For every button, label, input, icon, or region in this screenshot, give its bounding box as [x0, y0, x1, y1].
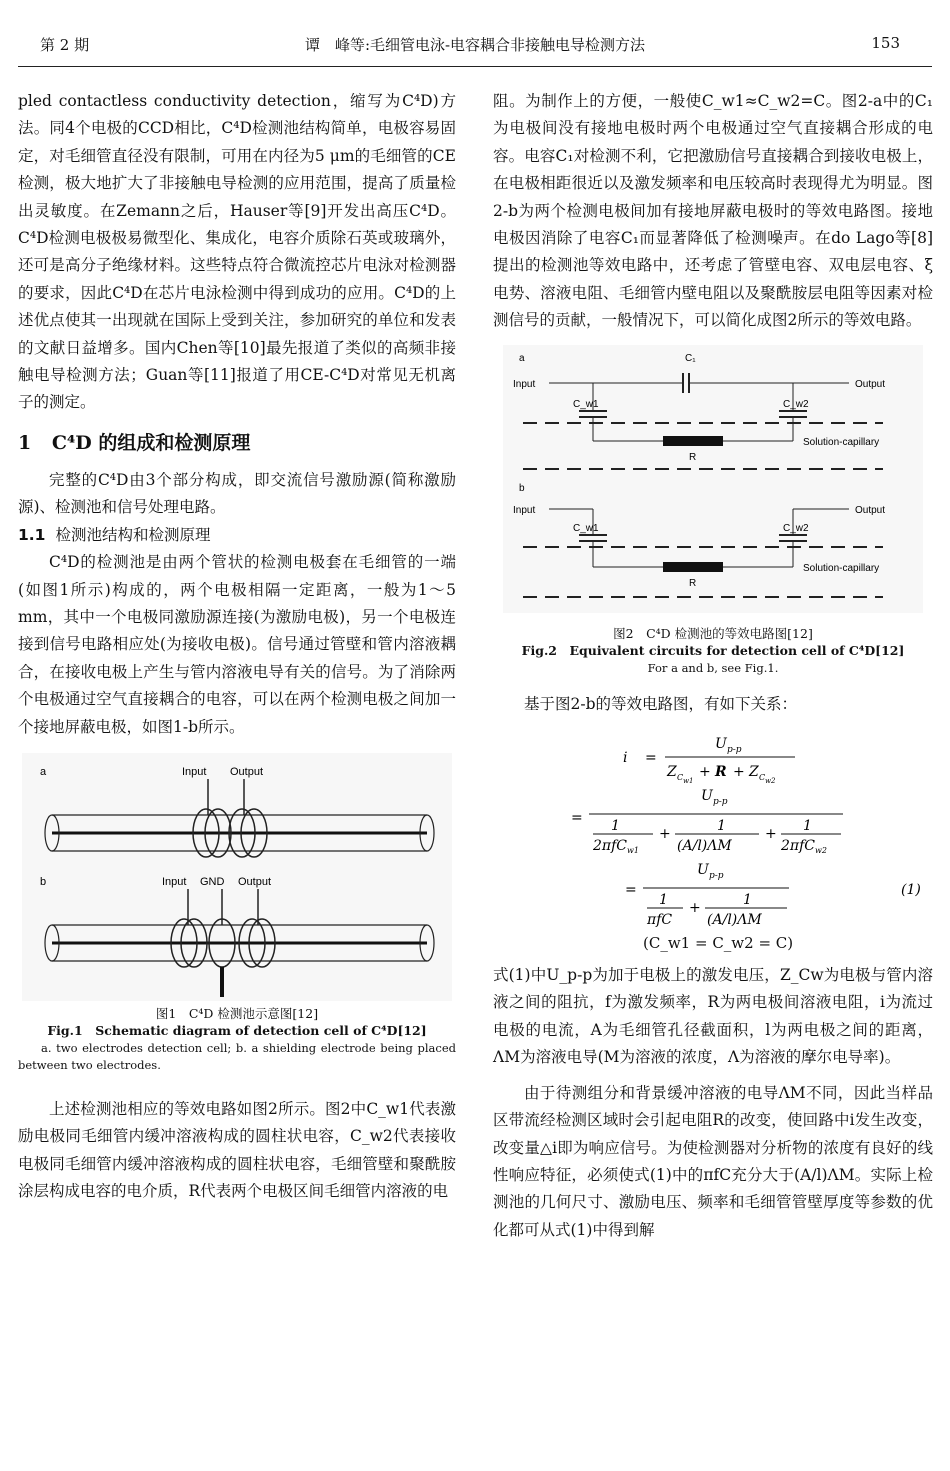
fig1-output-label-b: Output — [238, 875, 272, 888]
svg-text:+: + — [733, 764, 745, 781]
svg-text:R: R — [715, 764, 727, 781]
svg-text:2πfCw1: 2πfC$_{w1}$ — [593, 838, 639, 856]
svg-text:Z: Z — [667, 764, 677, 781]
figure-1-note: a. two electrodes detection cell; b. a shielding electrode being placed between two electrodes. — [18, 1040, 456, 1072]
figure-2-caption-en: Fig.2 Equivalent circuits for detection cell of C⁴D[12] — [521, 642, 905, 658]
paragraph: 由于待测组分和背景缓冲溶液的电导ΛM不同，因此当样品区带流经检测区域时会引起电阻R的改变，使回路中i发生改变，改变量△i即为响应信号。为使检测器对分析物的浓度有良好的线性响应特征，必须使式(1)中的πfC充分大于(A/l)ΛM。实际上检测池的几何尺寸、激励电压、频率和毛细管管壁厚度等参数的优化都可从式(1)中得到解 — [493, 1083, 933, 1239]
svg-text:(A/l)ΛM: (A/l)ΛM — [707, 912, 762, 929]
subsection-heading: 1.1 检测池结构和检测原理 — [18, 525, 211, 544]
fig2-cw2-a: C_w2 — [783, 398, 809, 410]
fig2-cw2-b: C_w2 — [783, 522, 809, 534]
fig2-c1-label: C₁ — [685, 352, 696, 364]
svg-text:2πfCw2: 2πfC$_{w2}$ — [781, 838, 827, 856]
paragraph: 阻。为制作上的方便，一般使C_w1≈C_w2=C。图2-a中的C₁为电极间没有接地电极时两个电极通过空气直接耦合形成的电容。电容C₁对检测不利，它把激励信号直接耦合到接收电极上，在电极相距很近以及激发频率和电压较高时表现得尤为明显。图2-b为两个检测电极间加有接地屏蔽电极时的等效电路图。接地电极因消除了电容C₁而显著降低了检测噪声。在do Lago等[8]提出的检测池等效电路中，还考虑了管壁电容、双电层电容、ξ电势、溶液电阻、毛细管内壁电阻以及聚酰胺层电阻等因素对检测信号的贡献，一般情况下，可以简化成图2所示的等效电路。 — [493, 92, 933, 330]
svg-text:U: U — [697, 862, 709, 879]
fig2-solution-a: Solution-capillary — [803, 436, 880, 448]
paragraph: 基于图2-b的等效电路图，有如下关系： — [524, 694, 798, 713]
fig2-label-b: b — [519, 482, 525, 494]
svg-text:+: + — [699, 764, 711, 781]
svg-text:p-p: p-p — [713, 797, 728, 808]
fig2-label-a: a — [519, 352, 525, 364]
svg-text:+: + — [765, 826, 777, 843]
fig2-solution-b: Solution-capillary — [803, 562, 880, 574]
capillary-a — [45, 815, 434, 851]
svg-text:+: + — [659, 826, 671, 843]
fig2-input-a: Input — [513, 378, 536, 390]
figure-2-drawing — [503, 345, 923, 613]
svg-text:1: 1 — [659, 892, 668, 909]
section-heading: 1 C⁴D 的组成和检测原理 — [18, 431, 251, 454]
svg-text:U: U — [701, 788, 713, 805]
page-number: 153 — [871, 34, 900, 52]
equation-1 — [493, 724, 933, 953]
figure-1-caption-cn: 图1 C⁴D 检测池示意图[12] — [155, 1005, 319, 1021]
svg-text:1: 1 — [611, 818, 620, 835]
paragraph: C⁴D的检测池是由两个管状的检测电极套在毛细管的一端(如图1所示)构成的，两个电极相隔一定距离，一般为1～5 mm，其中一个电极同激励源连接(为激励电极)，另一个电极连接到信号电路相应处(为接收电极)。信号通过管壁和管内溶液耦合，在接收电极上产生与管内溶液电导有关的信号。为了消除两个电极通过空气直接耦合的电容，可以在两个检测电极之间加一个接地屏蔽电极，如图1-b所示。 — [18, 553, 456, 736]
figure-2-note: For a and b, see Fig.1. — [647, 660, 779, 675]
shield-electrode — [209, 919, 235, 997]
svg-text:=: = — [625, 882, 637, 899]
fig2-r-b: R — [689, 577, 697, 589]
running-header — [0, 34, 950, 56]
paragraph: 上述检测池相应的等效电路如图2所示。图2中C_w1代表激励电极同毛细管内缓冲溶液构成的圆柱状电容，C_w2代表接收电极同毛细管内缓冲溶液构成的圆柱状电容，毛细管壁和聚酰胺涂层构成电容的电介质，R代表两个电极区间毛细管内溶液的电 — [18, 1099, 456, 1201]
fig1-output-label: Output — [230, 765, 264, 778]
svg-text:1: 1 — [803, 818, 812, 835]
figure-2 — [503, 345, 923, 613]
fig2-cw1-a: C_w1 — [573, 398, 599, 410]
equation-condition: (C_w1 = C_w2 = C) — [643, 934, 794, 953]
svg-text:πfC: πfC — [647, 912, 673, 929]
fig2-output-a: Output — [855, 378, 886, 390]
svg-text:p-p: p-p — [727, 745, 742, 756]
header-rule — [18, 66, 932, 67]
svg-text:Z: Z — [749, 764, 759, 781]
svg-text:(A/l)ΛM: (A/l)ΛM — [677, 838, 732, 855]
svg-text:=: = — [645, 750, 657, 767]
equation-number: (1) — [901, 882, 921, 899]
svg-text:w1: w1 — [683, 777, 694, 786]
figure-2-caption-cn: 图2 C⁴D 检测池的等效电路图[12] — [613, 625, 813, 641]
svg-text:1: 1 — [717, 818, 726, 835]
svg-text:C: C — [677, 773, 684, 783]
running-title: 谭 峰等:毛细管电泳-电容耦合非接触电导检测方法 — [304, 36, 646, 54]
svg-text:1: 1 — [743, 892, 752, 909]
svg-text:i: i — [623, 750, 628, 767]
svg-text:+: + — [689, 900, 701, 917]
issue-number: 第 2 期 — [40, 36, 90, 54]
paragraph: 式(1)中U_p-p为加于电极上的激发电压，Z_Cw为电极与管内溶液之间的阻抗，f为激发频率，R为两电极间溶液电阻，i为流过电极的电流，A为毛细管孔径截面积，l为两电极之间的距离，ΛM为溶液电导(M为溶液的浓度，Λ为溶液的摩尔电导率)。 — [493, 966, 933, 1067]
fig2-r-a: R — [689, 451, 697, 463]
figure-1-drawing — [22, 753, 452, 1001]
fig1-input-label-b: Input — [162, 875, 187, 888]
fig2-output-b: Output — [855, 504, 886, 516]
svg-text:C: C — [759, 773, 766, 783]
svg-text:w2: w2 — [765, 777, 776, 786]
figure-1 — [22, 753, 452, 1001]
fig2-resistor-a — [663, 436, 723, 446]
fig2-input-b: Input — [513, 504, 536, 516]
fig1-label-a: a — [40, 765, 47, 778]
fig1-gnd-label: GND — [200, 875, 225, 888]
svg-text:=: = — [571, 810, 583, 827]
fig2-resistor-b — [663, 562, 723, 572]
svg-text:U: U — [715, 736, 727, 753]
svg-text:p-p: p-p — [709, 871, 724, 882]
fig2-cw1-b: C_w1 — [573, 522, 599, 534]
fig1-label-b: b — [40, 875, 47, 888]
figure-1-caption-en: Fig.1 Schematic diagram of detection cell of C⁴D[12] — [47, 1022, 427, 1038]
right-column — [493, 88, 933, 1244]
equation-1-drawing — [493, 724, 933, 944]
fig1-input-label: Input — [182, 765, 207, 778]
paragraph: 完整的C⁴D由3个部分构成，即交流信号激励源(简称激励源)、检测池和信号处理电路。 — [18, 470, 456, 517]
paragraph: pled contactless conductivity detection，缩写为C⁴D)方法。同4个电极的CCD相比，C⁴D检测池结构简单，电极容易固定，对毛细管直径没有限制，可用在内径为5 μm的毛细管的CE检测，极大地扩大了非接触电导检测的应用范围，提高了质量检出灵敏度。在Zemann之后，Hauser等[9]开发出高压C⁴D。C⁴D检测电极极易微型化、集成化，电容介质除石英或玻璃外，还可是高分子绝缘材料。这些特点符合微流控芯片电泳对检测器的要求，因此C⁴D在芯片电泳检测中得到成功的应用。C⁴D的上述优点使其一出现就在国际上受到关注，参加研究的单位和发表的文献日益增多。国内Chen等[10]最先报道了类似的高频非接触电导检测方法；Guan等[11]报道了用CE-C⁴D对常见无机离子的测定。 — [18, 92, 456, 412]
left-column — [18, 88, 456, 1206]
